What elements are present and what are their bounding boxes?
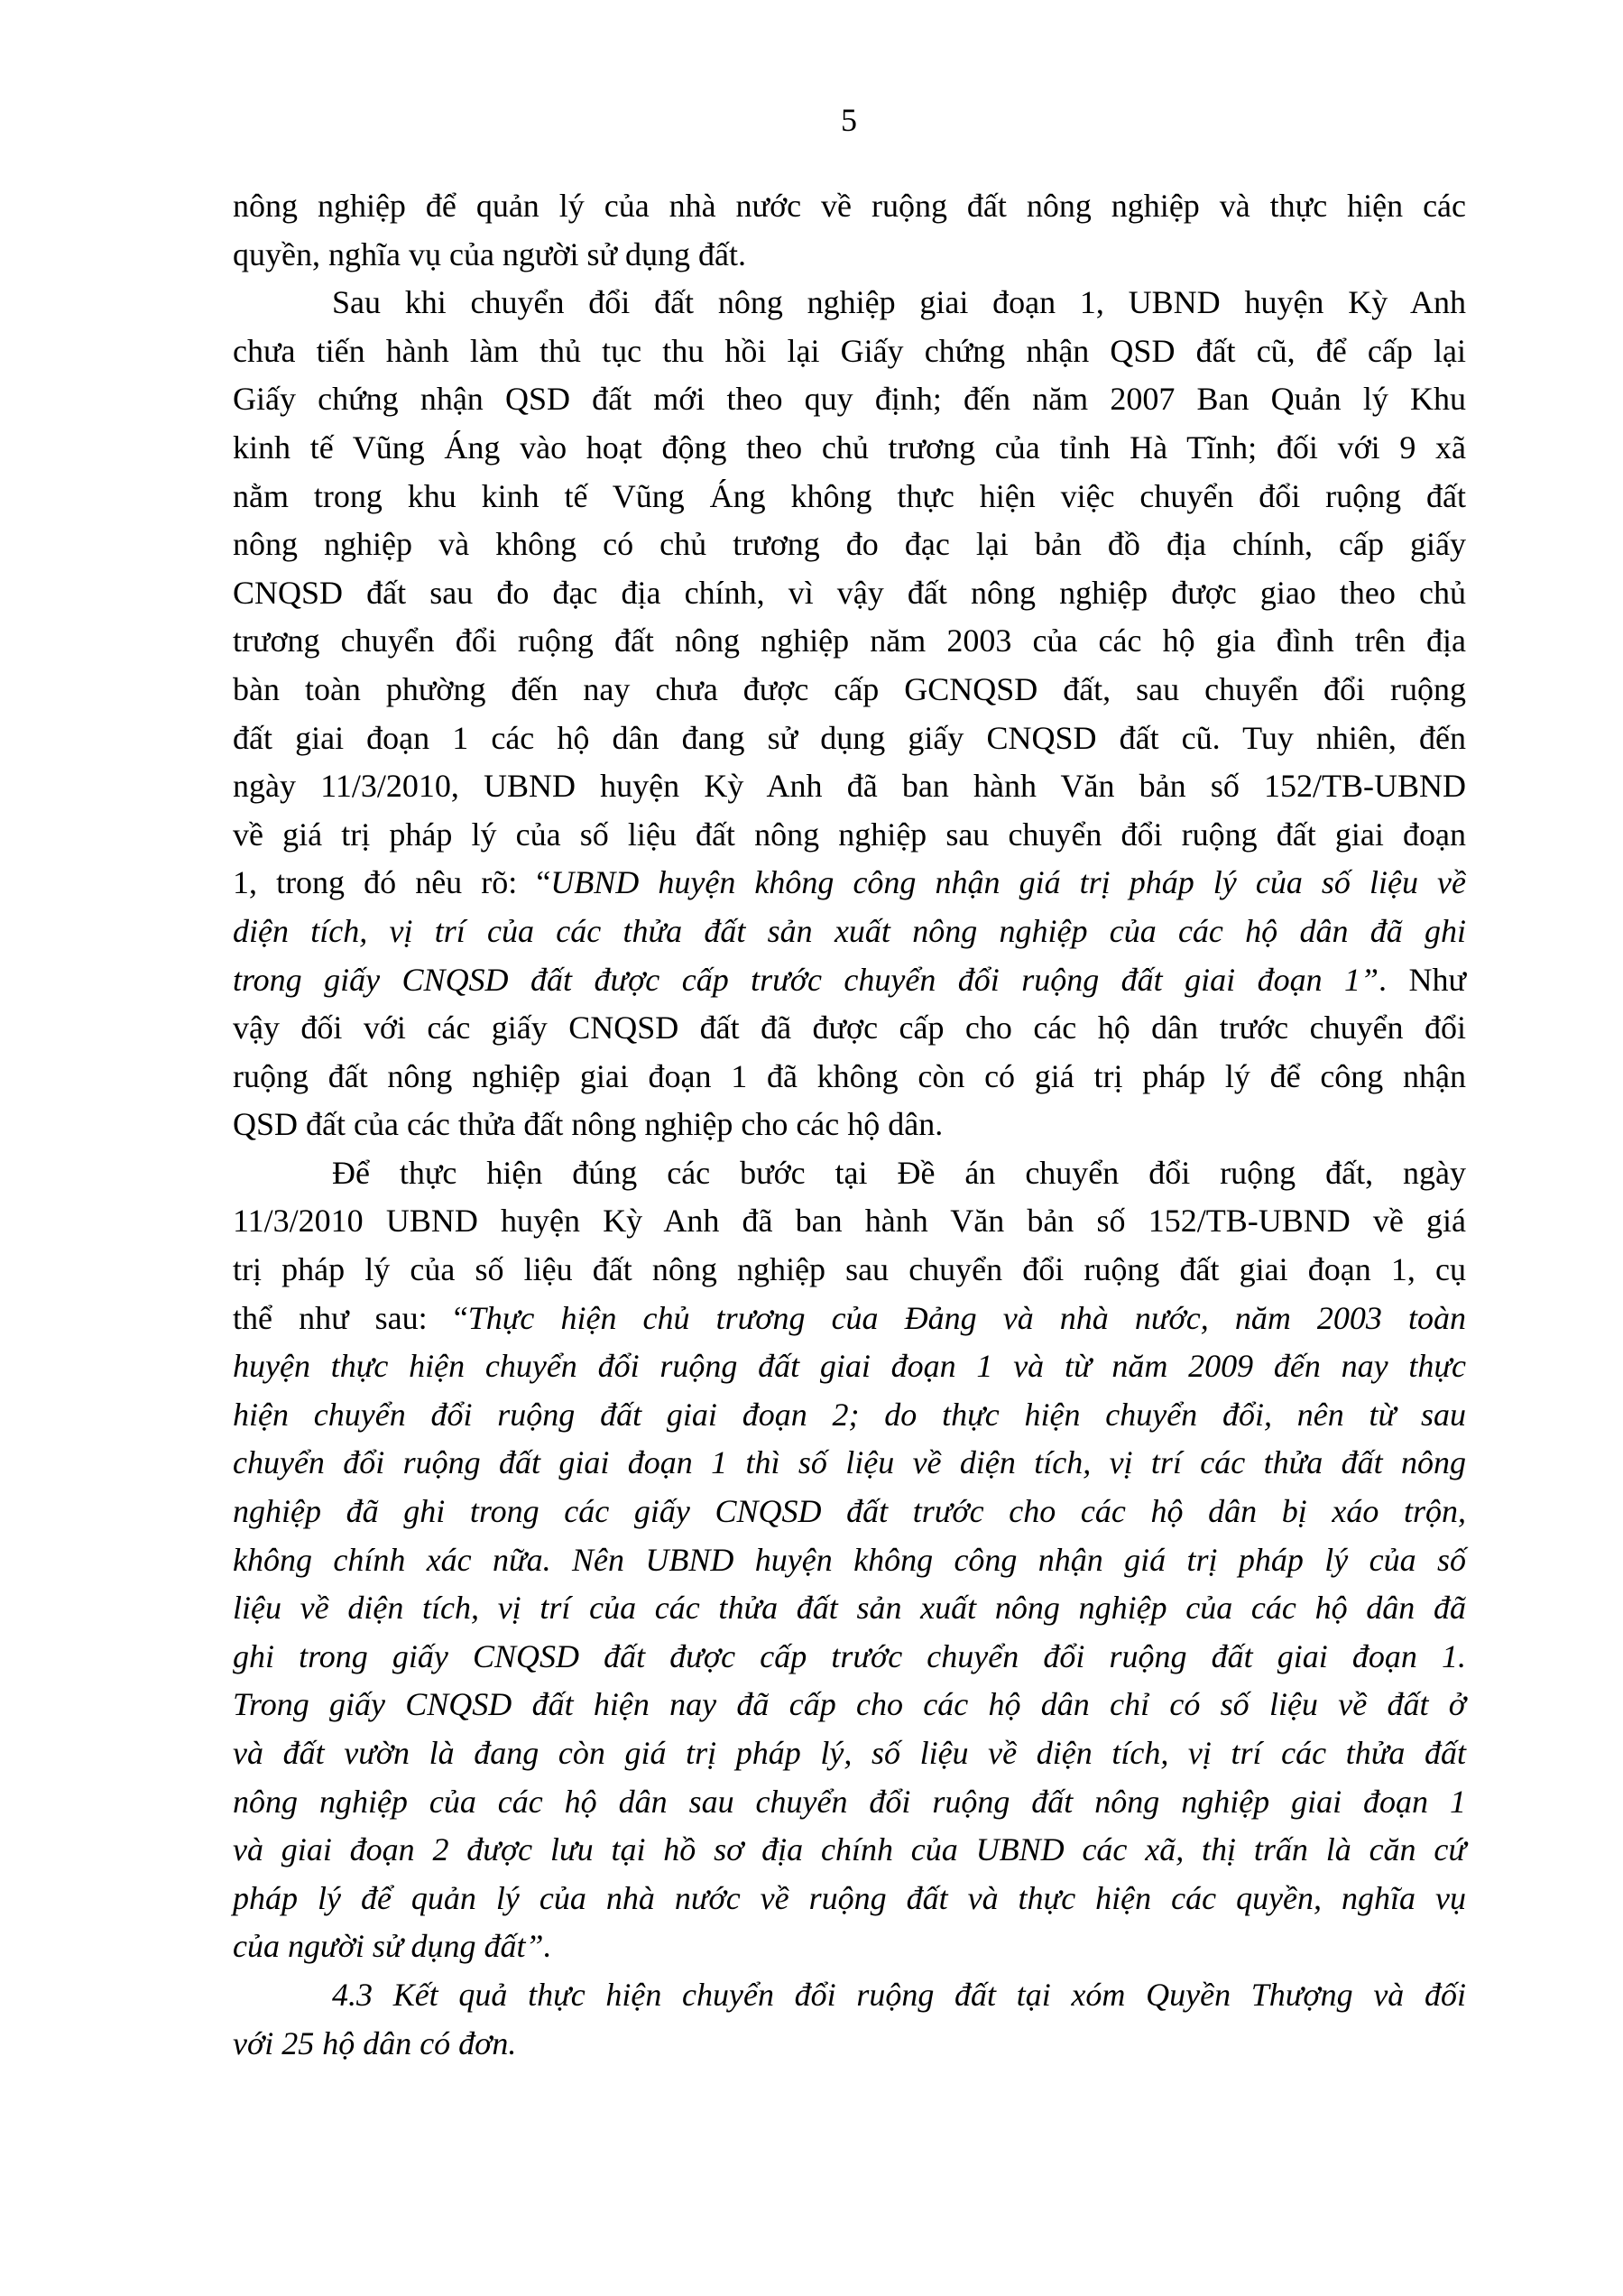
text-run: về giá trị pháp lý của số liệu đất nông nghiệp sau chuyển đổi ruộng đất giai đoạn [233,816,1466,853]
text-run: Giấy chứng nhận QSD đất mới theo quy định; đến năm 2007 Ban Quản lý Khu [233,381,1466,418]
text-line [233,569,1466,618]
text-run: bàn toàn phường đến nay chưa được cấp GCNQSD đất, sau chuyển đổi ruộng [233,670,1466,707]
text-run: nông nghiệp để quản lý của nhà nước về ruộng đất nông nghiệp và thực hiện các [233,188,1466,224]
text-run: trị pháp lý của số liệu đất nông nghiệp sau chuyển đổi ruộng đất giai đoạn 1, cụ [233,1251,1466,1288]
text-line [233,1053,1466,1102]
italic-text: ghi trong giấy CNQSD đất được cấp trước chuyển đổi ruộng đất giai đoạn 1. [233,1637,1466,1674]
text-run: kinh tế Vũng Áng vào hoạt động theo chủ trương của tỉnh Hà Tĩnh; đối với 9 xã [233,429,1466,466]
text-line [233,182,1466,231]
italic-text: hiện chuyển đổi ruộng đất giai đoạn 2; do thực hiện chuyển đổi, nên từ sau [233,1396,1466,1433]
italic-text: Thực hiện chủ trương của Đảng và nhà nước, năm 2003 toàn [467,1299,1467,1336]
text-run: 11/3/2010 UBND huyện Kỳ Anh đã ban hành Văn bản số 152/TB-UBND về giá [233,1203,1466,1240]
italic-text: diện tích, vị trí của các thửa đất sản xuất nông nghiệp của các hộ dân đã ghi [233,912,1466,949]
italic-text: 4.3 Kết quả thực hiện chuyển đổi ruộng đất tại xóm Quyền Thượng và đối [332,1976,1466,2013]
text-line [233,327,1466,376]
text-run: ngày 11/3/2010, UBND huyện Kỳ Anh đã ban hành Văn bản số 152/TB-UBND [233,768,1466,805]
italic-text: với 25 hộ dân có đơn. [233,2024,517,2061]
italic-text: của người sử dụng đất”. [233,1928,552,1965]
text-line [233,956,1466,1005]
italic-text: nghiệp đã ghi trong các giấy CNQSD đất trước cho các hộ dân bị xáo trộn, [233,1493,1466,1530]
paragraph [233,1149,1466,1971]
text-run: chưa tiến hành làm thủ tục thu hồi lại Giấy chứng nhận QSD đất cũ, để cấp lại [233,332,1466,369]
text-line [233,1488,1466,1536]
italic-text: liệu về diện tích, vị trí của các thửa đất sản xuất nông nghiệp của các hộ dân đã [233,1590,1466,1627]
paragraph [233,182,1466,279]
text-line [233,1778,1466,1827]
text-line [233,715,1466,763]
text-run: quyền, nghĩa vụ của người sử dụng đất. [233,235,746,272]
text-line [233,1923,1466,1971]
text-line [233,1633,1466,1682]
text-line [233,473,1466,521]
italic-text: chuyển đổi ruộng đất giai đoạn 1 thì số liệu về diện tích, vị trí các thửa đất nông [233,1444,1466,1481]
italic-text: nông nghiệp của các hộ dân sau chuyển đổi ruộng đất nông nghiệp giai đoạn 1 [233,1783,1466,1820]
text-run: Sau khi chuyển đổi đất nông nghiệp giai đoạn 1, UBND huyện Kỳ Anh [332,284,1466,321]
italic-text: Trong giấy CNQSD đất hiện nay đã cấp cho các hộ dân chỉ có số liệu về đất ở [233,1686,1466,1723]
text-line [233,1826,1466,1875]
text-run: Để thực hiện đúng các bước tại Đề án chuyển đổi ruộng đất, ngày [332,1154,1466,1191]
text-line [233,1295,1466,1343]
text-run: vậy đối với các giấy CNQSD đất đã được cấp cho các hộ dân trước chuyển đổi [233,1010,1466,1047]
text-line [233,1439,1466,1488]
text-line [233,1101,1466,1149]
text-line [233,1536,1466,1585]
text-line [233,1197,1466,1246]
text-run: thể như sau: “ [233,1299,468,1336]
text-line [233,424,1466,473]
text-line [233,1004,1466,1053]
text-run: . Như [1379,961,1466,998]
text-line [233,521,1466,569]
italic-text: và đất vườn là đang còn giá trị pháp lý, số liệu về diện tích, vị trí các thửa đất [233,1735,1466,1771]
paragraph [233,279,1466,1149]
text-line [233,666,1466,715]
text-run: đất giai đoạn 1 các hộ dân đang sử dụng giấy CNQSD đất cũ. Tuy nhiên, đến [233,719,1466,756]
text-run: ruộng đất nông nghiệp giai đoạn 1 đã không còn có giá trị pháp lý để công nhận [233,1057,1466,1094]
text-line [233,231,1466,280]
text-run: nông nghiệp và không có chủ trương đo đạc lại bản đồ địa chính, cấp giấy [233,526,1466,563]
text-run: QSD đất của các thửa đất nông nghiệp cho các hộ dân. [233,1106,944,1143]
italic-text: và giai đoạn 2 được lưu tại hồ sơ địa chính của UBND các xã, thị trấn là căn cứ [233,1831,1466,1868]
section-heading [233,1971,1466,2068]
text-line [233,1875,1466,1923]
italic-text: pháp lý để quản lý của nhà nước về ruộng đất và thực hiện các quyền, nghĩa vụ [233,1879,1466,1916]
page-number: 5 [841,102,857,138]
text-line [233,1246,1466,1295]
italic-text: huyện thực hiện chuyển đổi ruộng đất giai đoạn 1 và từ năm 2009 đến nay thực [233,1348,1466,1385]
text-line [233,1391,1466,1440]
text-line [233,617,1466,666]
text-line [233,1149,1466,1198]
text-run: 1, trong đó nêu rõ: “ [233,864,551,901]
text-line [233,1971,1466,2020]
text-line [233,762,1466,811]
text-run: CNQSD đất sau đo đạc địa chính, vì vậy đất nông nghiệp được giao theo chủ [233,574,1466,611]
text-line [233,279,1466,327]
text-run: nằm trong khu kinh tế Vũng Áng không thực hiện việc chuyển đổi ruộng đất [233,477,1466,514]
text-line [233,1342,1466,1391]
text-line [233,1681,1466,1729]
italic-text: trong giấy CNQSD đất được cấp trước chuyển đổi ruộng đất giai đoạn 1” [233,961,1379,998]
text-line [233,2020,1466,2069]
text-line [233,859,1466,908]
body-text [233,182,1466,2068]
italic-text: không chính xác nữa. Nên UBND huyện không công nhận giá trị pháp lý của số [233,1541,1466,1578]
text-line [233,1729,1466,1778]
italic-text: UBND huyện không công nhận giá trị pháp lý của số liệu về [550,864,1466,901]
text-line [233,375,1466,424]
text-run: trương chuyển đổi ruộng đất nông nghiệp năm 2003 của các hộ gia đình trên địa [233,622,1466,659]
text-line [233,908,1466,956]
text-line [233,811,1466,860]
text-line [233,1584,1466,1633]
